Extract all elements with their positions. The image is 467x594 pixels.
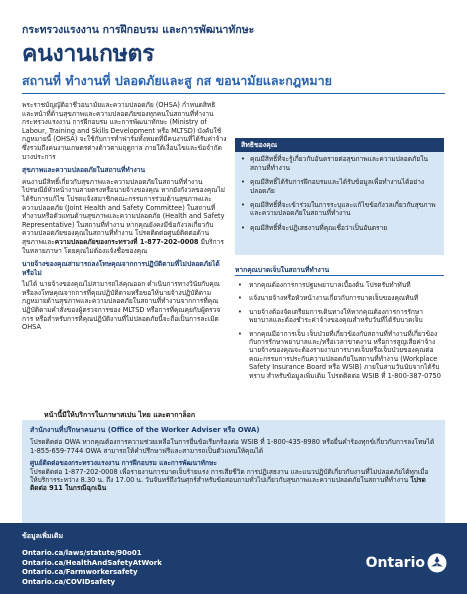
ministry-name: กระทรวงแรงงาน การฝึกอบรม และการพัฒนาทักษะ xyxy=(22,24,255,36)
workplace-safety-heading: สุขภาพและความปลอดภัยในสถานที่ทำงาน xyxy=(22,166,146,175)
title-divider xyxy=(22,93,445,94)
footer xyxy=(0,523,467,594)
rights-box xyxy=(235,138,444,255)
language-note: หน้านี้มีให้บริการในภาษาสเปน ไทย และตากาล็อก xyxy=(44,411,196,419)
owa-box xyxy=(22,420,445,523)
injury-section xyxy=(235,281,444,385)
workplace-safety-paragraph xyxy=(22,178,227,255)
rights-list xyxy=(235,152,444,235)
injury-item: • แจ้งนายจ้างหรือหัวหน้างานเกี่ยวกับการบาดเจ็บของคุณทันที xyxy=(235,294,444,307)
footer-link[interactable]: Ontario.ca/laws/statute/90o01 xyxy=(22,549,142,557)
rights-item: • คุณมีสิทธิ์ได้รับการฝึกอบรมและได้รับข้อมูลเพื่อทำงานได้อย่างปลอดภัย xyxy=(235,175,444,198)
reprisal-paragraph: ไม่ได้ นายจ้างของคุณไม่สามารถไล่คุณออก ดำเนินการทางวินัยกับคุณ หรือลงโทษคุณจากการที่คุณปฏิบัติตามหรือขอให้นายจ้างปฏิบัติตามกฎหมายด้านสุขภาพและความปลอดภัยในสถานที่ทำงานจากการที่คุณปฏิบัติตามคำสั่งของผู้ตรวจการของ MLTSD หรือการที่คุณคุยกับผู้ตรวจการ หรือสำหรับการที่คุณปฏิบัติงานที่ไม่ปลอดภัยนี้จะถือเป็นการละเมิด OHSA xyxy=(22,280,221,332)
injury-heading: หากคุณบาดเจ็บในสถานที่ทำงาน xyxy=(235,266,330,274)
footer-links xyxy=(22,549,162,587)
rights-item: • คุณมีสิทธิ์ที่จะรู้เกี่ยวกับอันตรายต่อสุขภาพและความปลอดภัยในสถานที่ทำงาน xyxy=(235,152,444,175)
injury-item: • หากคุณมีอาการเจ็บ เจ็บป่วยที่เกี่ยวข้องกับสถานที่ทำงานที่เกี่ยวข้องกับการรักษาพยาบาลและ/หรือเวลาขาดงาน หรือการสูญเสียค่าจ้าง นายจ้างของคุณจะต้องรายงานการบาดเจ็บหรือเจ็บป่วยของคุณต่อคณะกรรมการประกันความปลอดภัยในสถานที่ทำงาน (Workplace Safety Insurance Board หรือ WSIB) ภายในสามวันนับจากได้รับทราบ สำหรับข้อมูลเพิ่มเติม โปรดติดต่อ WSIB ที่ 1-800-387-0750 xyxy=(235,330,444,385)
owa-title: สำนักงานที่ปรึกษาคนงาน (Office of the Worker Adviser หรือ OWA) xyxy=(30,426,260,434)
contact-centre-text xyxy=(30,468,437,493)
rights-item: • คุณมีสิทธิ์ที่จะปฏิเสธงานที่คุณเชื่อว่าเป็นอันตราย xyxy=(235,221,444,235)
owa-text: โปรดติดต่อ OWA หากคุณต้องการความช่วยเหลือในการยื่นข้อเรียกร้องต่อ WSIB ที่ 1-800-435-8980 หรือยื่นคำร้องทุกข์เกี่ยวกับการลงโทษได้ 1-855-659-7744 OWA สามารถให้คำปรึกษาฟรีและสามารถเป็นตัวแทนให้คุณได้ xyxy=(30,438,435,455)
injury-divider xyxy=(235,275,444,276)
footer-link[interactable]: Ontario.ca/HealthAndSafetyAtWork xyxy=(22,558,162,567)
contact-centre-body: โปรดติดต่อ 1-877-202-0008 เพื่อรายงานการบาดเจ็บร้ายแรง การเสียชีวิต การปฏิเสธงาน และแนวปฏิบัติเกี่ยวกับงานที่ไม่ปลอดภัยได้ทุกเมื่อ ให้บริการระหว่าง 8.30 น. ถึง 17.00 น. วันจันทร์ถึงวันศุกร์สำหรับข้อสอบถามทั่วไปเกี่ยวกับสุขภาพและความปลอดภัยในสถานที่ทำงาน xyxy=(30,467,429,485)
contact-centre-number: ความปลอดภัยของกระทรวงที่ 1-877-202-0008 xyxy=(54,237,199,246)
workplace-safety-tail: มีบริการในหลายภาษา โดยคุณไม่ต้องแจ้งชื่อของคุณ xyxy=(22,237,224,255)
injury-item: • นายจ้างต้องจัดเตรียมการเดินทางให้หากคุณต้องการการรักษาพยาบาลและต้องชำระค่าจ้างของคุณสำหรับวันที่ได้รับบาดเจ็บ xyxy=(235,308,444,330)
emergency-text: โปรดติดต่อ 911 ในกรณีฉุกเฉิน xyxy=(30,476,426,493)
rights-box-title: สิทธิของคุณ xyxy=(235,138,444,152)
injury-item: • หากคุณต้องการการปฐมพยาบาลเบื้องต้น โปรดรับทำทันที xyxy=(235,281,444,294)
footer-link[interactable]: Ontario.ca/Farmworkersafety xyxy=(22,568,138,577)
page-subtitle: สถานที่ ทำงานที่ ปลอดภัยและสู กส ขอนามัยและกฎหมาย xyxy=(22,73,333,88)
reprisal-heading: นายจ้างของคุณสามารถลงโทษคุณจากการปฏิบัติตามที่ไม่ปลอดภัยได้หรือไม่ xyxy=(22,260,220,277)
footer-heading: ข้อมูลเพิ่มเติม xyxy=(22,532,64,540)
ontario-logo-text: Ontario xyxy=(365,555,425,571)
left-column xyxy=(22,101,227,337)
footer-link[interactable]: Ontario.ca/COVIDsafety xyxy=(22,577,116,586)
contact-centre-title: ศูนย์ติดต่อของกระทรวงแรงงาน การฝึกอบรม และการพัฒนาทักษะ xyxy=(30,459,217,468)
rights-item: • คุณมีสิทธิ์ที่จะเข้าร่วมในการระบุและแก้ไขข้อกังวลเกี่ยวกับสุขภาพและความปลอดภัยในสถานที่ทำงาน xyxy=(235,198,444,221)
trillium-icon xyxy=(427,553,447,573)
page-title: คนงานเกษตร xyxy=(22,41,155,67)
injury-list xyxy=(235,281,444,385)
workplace-safety-text: คนงานมีสิทธิ์เกี่ยวกับสุขภาพและความปลอดภัยในสถานที่ทำงาน ไปรษณีย์หัวหน้างานสายตรงหรือนายจ้างของคุณ หากยังกังวลของคุณไม่ได้รับการแก้ไข โปรดแจ้งสมาชิกคณะกรรมการร่วมด้านสุขภาพและความปลอดภัย (Joint Health and Safety Committee) ในสถานที่ทำงานหรือตัวแทนด้านสุขภาพและความปลอดภัย (Health and Safety Representative) ในสถานที่ทำงาน หากคุณยังคงมีข้อกังวลเกี่ยวกับความปลอดภัยของคุณในสถานที่ทำงาน โปรดติดต่อศูนย์ติดต่อด้านสุขภาพและ xyxy=(22,177,226,246)
intro-paragraph: พระราชบัญญัติอาชีวอนามัยและความปลอดภัย (OHSA) กำหนดสิทธิและหน้าที่ด้านสุขภาพและความปลอดภัยของทุกคนในสถานที่ทำงาน กระทรวงแรงงาน การฝึกอบรม และการพัฒนาทักษะ (Ministry of Labour, Training and Skills Development หรือ MLTSD) บังคับใช้กฎหมายนี้ (OHSA) จะใช้กับการทำฟาร์มทั้งหมดที่มีคนงานที่ได้รับค่าจ้าง ซึ่งรวมถึงคนงานเกษตรต่างด้าวตามฤดูกาล ภายใต้เงื่อนไขและข้อจำกัดบางประการ xyxy=(22,101,227,161)
